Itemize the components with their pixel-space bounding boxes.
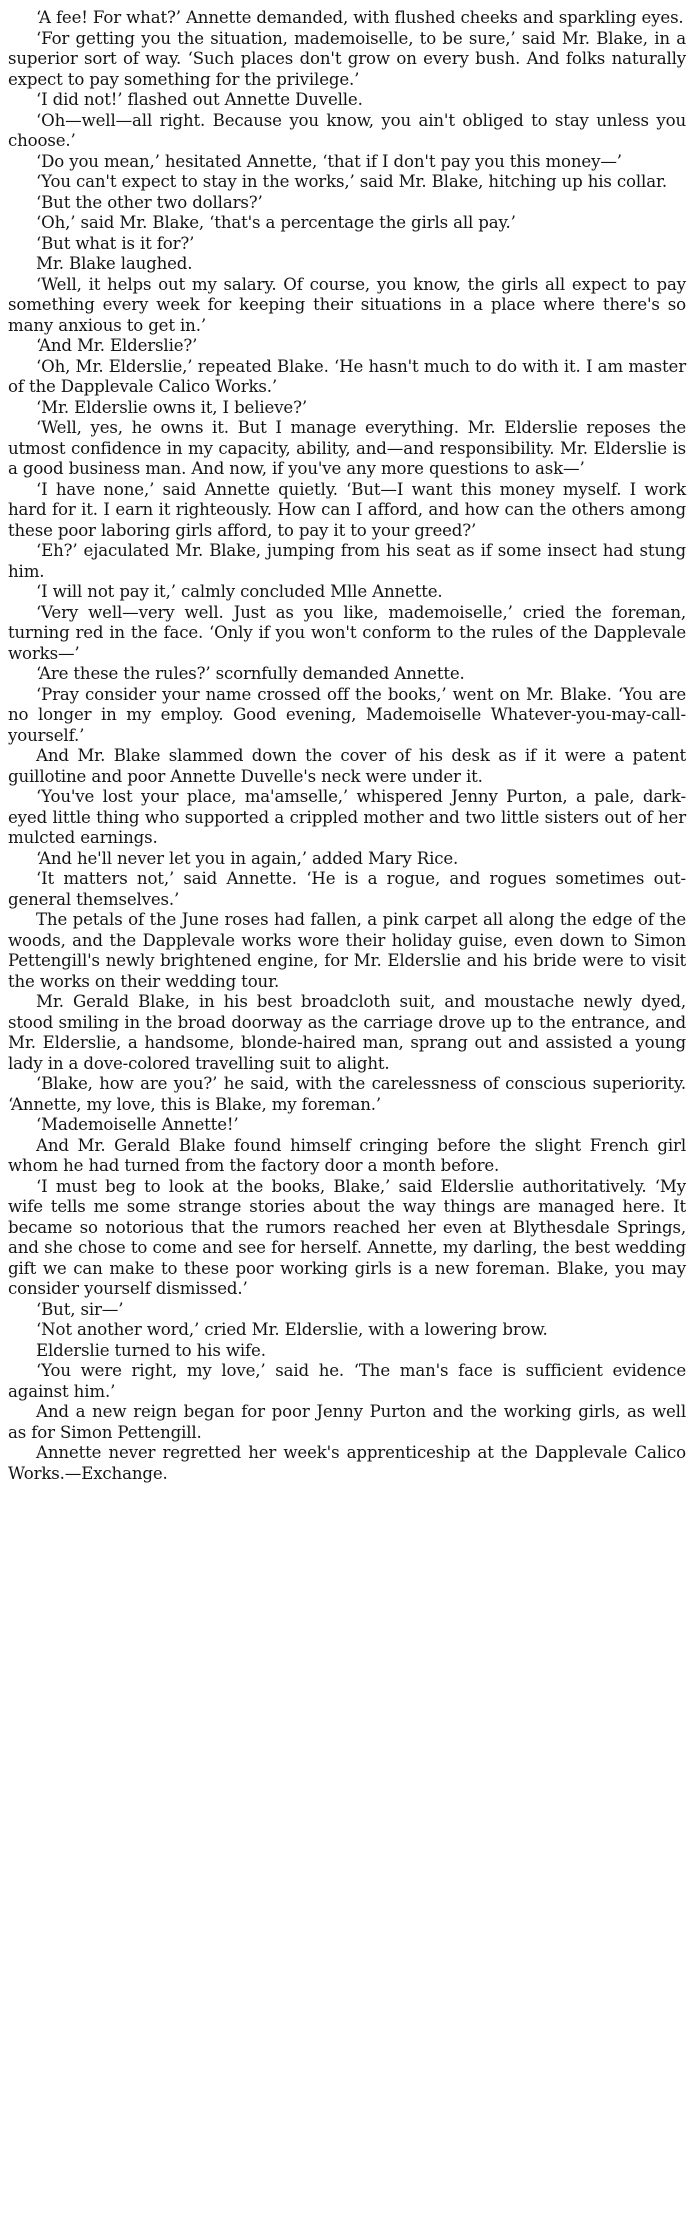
paragraph: Mr. Blake laughed. (36, 254, 193, 273)
paragraph: ‘I did not!’ flashed out Annette Duvelle. (36, 90, 363, 109)
paragraph: ‘You were right, my love,’ said he. ‘The man's face is sufficient evidence against him.’ (8, 1361, 686, 1401)
paragraph: ‘But the other two dollars?’ (36, 192, 263, 212)
paragraph: ‘Oh,’ said Mr. Blake, ‘that's a percentage the girls all pay.’ (36, 213, 516, 232)
paragraph: ‘Do you mean,’ hesitated Annette, ‘that if I don't pay you this money—’ (36, 151, 622, 171)
paragraph: ‘You can't expect to stay in the works,’ said Mr. Blake, hitching up his collar. (36, 172, 668, 191)
paragraph: ‘Blake, how are you?’ he said, with the carelessness of conscious superiority. ‘Annette, my love, this is Blake, my foreman.’ (8, 1074, 686, 1114)
paragraph: The petals of the June roses had fallen, a pink carpet all along the edge of the woods, and the Dapplevale works wore their holiday guise, even down to Simon Pettengill's newly brightened engine, for Mr. Elderslie and his bride were to visit the works on their wedding tour. (8, 910, 686, 991)
paragraph: ‘I must beg to look at the books, Blake,’ said Elderslie authoritatively. ‘My wife tells me some strange stories about the way things are managed here. It became so notorious that the rumors reached her even at Blythesdale Springs, and she chose to come and see for herself. Annette, my darling, the best wedding gift we can make to these poor working girls is a new foreman. Blake, you may consider yourself dismissed.’ (8, 1176, 686, 1298)
paragraph: And a new reign began for poor Jenny Purton and the working girls, as well as for Simon Pettengill. (8, 1402, 686, 1442)
paragraph: ‘For getting you the situation, mademoiselle, to be sure,’ said Mr. Blake, in a superior sort of way. ‘Such places don't grow on every bush. And folks naturally expect to pay something for the privilege.’ (8, 28, 686, 89)
paragraph: ‘Eh?’ ejaculated Mr. Blake, jumping from his seat as if some insect had stung him. (8, 541, 686, 581)
paragraph: ‘Are these the rules?’ scornfully demanded Annette. (36, 664, 465, 683)
paragraph: Elderslie turned to his wife. (36, 1340, 266, 1360)
paragraph: ‘Very well—very well. Just as you like, mademoiselle,’ cried the foreman, turning red in the face. ‘Only if you won't conform to the rules of the Dapplevale works—’ (8, 602, 686, 663)
paragraph: ‘Oh, Mr. Elderslie,’ repeated Blake. ‘He hasn't much to do with it. I am master of the Dapplevale Calico Works.’ (8, 356, 686, 396)
paragraph: ‘But, sir—’ (36, 1299, 124, 1319)
paragraph: ‘Not another word,’ cried Mr. Elderslie, with a lowering brow. (36, 1320, 548, 1339)
paragraph: ‘Oh—well—all right. Because you know, you ain't obliged to stay unless you choose.’ (8, 110, 686, 150)
paragraph: ‘Mademoiselle Annette!’ (36, 1115, 239, 1134)
paragraph: And Mr. Blake slammed down the cover of his desk as if it were a patent guillotine and poor Annette Duvelle's neck were under it. (8, 746, 686, 786)
paragraph: ‘Mr. Elderslie owns it, I believe?’ (36, 397, 307, 417)
paragraph: ‘Well, yes, he owns it. But I manage everything. Mr. Elderslie reposes the utmost confidence in my capacity, ability, and—and responsibility. Mr. Elderslie is a good business man. And now, if you've any more questions to ask—’ (8, 418, 686, 478)
paragraph: Mr. Gerald Blake, in his best broadcloth suit, and moustache newly dyed, stood smiling in the broad doorway as the carriage drove up to the entrance, and Mr. Elderslie, a handsome, blonde-haired man, sprang out and assisted a young lady in a dove-colored travelling suit to alight. (8, 992, 686, 1073)
paragraph: ‘But what is it for?’ (36, 233, 195, 253)
paragraph: ‘It matters not,’ said Annette. ‘He is a rogue, and rogues sometimes out-general themselves.’ (8, 869, 686, 909)
paragraph: ‘And Mr. Elderslie?’ (36, 336, 198, 355)
paragraph: And Mr. Gerald Blake found himself cringing before the slight French girl whom he had turned from the factory door a month before. (8, 1135, 686, 1175)
paragraph: ‘I have none,’ said Annette quietly. ‘But—I want this money myself. I work hard for it. I earn it righteously. How can I afford, and how can the others among these poor laboring girls afford, to pay it to your greed?’ (8, 479, 686, 540)
paragraph: ‘I will not pay it,’ calmly concluded Mlle Annette. (36, 582, 443, 601)
paragraph: ‘Well, it helps out my salary. Of course, you know, the girls all expect to pay something every week for keeping their situations in a place where there's so many anxious to get in.’ (8, 274, 686, 335)
paragraph: ‘And he'll never let you in again,’ added Mary Rice. (36, 848, 459, 868)
paragraph: ‘A fee! For what?’ Annette demanded, with flushed cheeks and sparkling eyes. (36, 8, 684, 27)
closing-paragraph: Annette never regretted her week's apprenticeship at the Dapplevale Calico Works.—Exchange. (8, 1443, 686, 1483)
paragraph: ‘Pray consider your name crossed off the books,’ went on Mr. Blake. ‘You are no longer in my employ. Good evening, Mademoiselle Whatever-you-may-call-yourself.’ (8, 684, 686, 745)
paragraph: ‘You've lost your place, ma'amselle,’ whispered Jenny Purton, a pale, dark-eyed little thing who supported a crippled mother and two little sisters out of her mulcted earnings. (8, 787, 686, 847)
